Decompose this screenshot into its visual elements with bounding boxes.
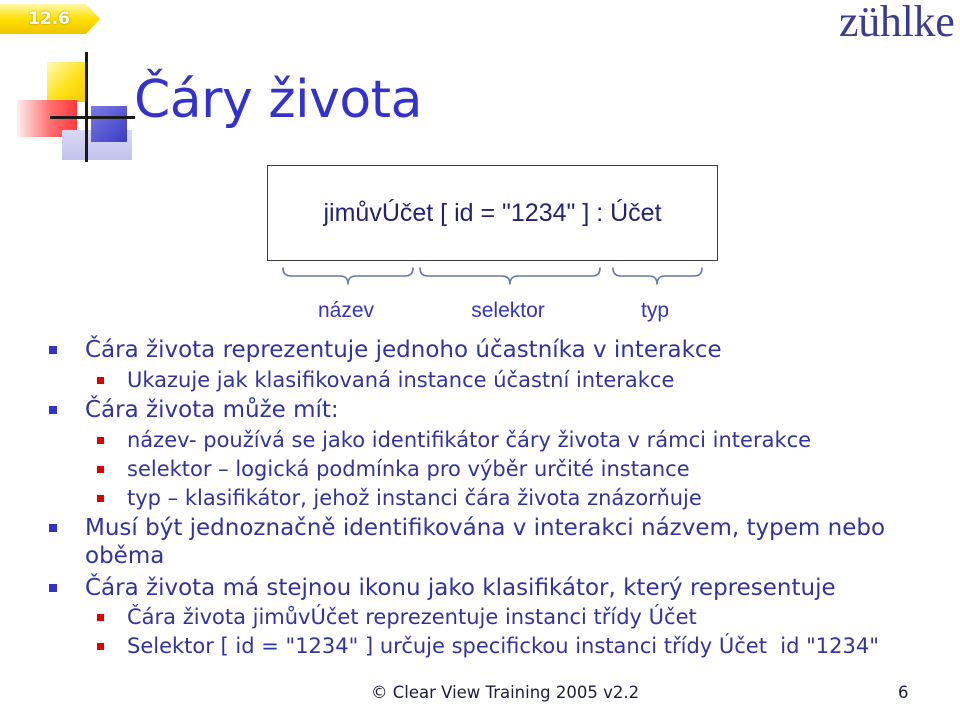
decor-yellow-square xyxy=(47,62,85,102)
decor-vertical-line xyxy=(85,52,88,162)
sub-bullet-text: selektor – logická podmínka pro výběr určité instance xyxy=(127,457,690,481)
sub-bullet-marker xyxy=(97,437,104,444)
sub-bullet-marker xyxy=(97,377,104,384)
sub-bullet-item xyxy=(127,366,947,394)
bullet-marker xyxy=(49,524,57,532)
company-logo: zühlke xyxy=(839,0,955,46)
brace-group xyxy=(278,264,708,288)
bullet-text: Čára života má stejnou ikonu jako klasifikátor, který representuje xyxy=(85,575,836,601)
sub-bullet-item xyxy=(127,455,947,483)
sub-bullet-marker xyxy=(97,495,104,502)
bullet-text: Musí být jednoznačně identifikována v interakci názvem, typem nebo oběma xyxy=(85,515,893,569)
part-label-type: typ xyxy=(640,299,669,322)
sub-bullet-text: Čára života jimůvÚčet reprezentuje instanci třídy Účet xyxy=(127,605,697,629)
bullet-item xyxy=(85,574,920,602)
brace-type xyxy=(613,268,702,284)
sub-bullet-marker xyxy=(97,643,104,650)
decor-horizontal-line xyxy=(50,116,135,119)
footer-copyright: © Clear View Training 2005 v2.2 xyxy=(371,683,640,702)
sub-bullet-item xyxy=(127,632,947,660)
sub-bullet-item xyxy=(127,484,947,512)
brace-selector xyxy=(420,268,600,284)
bullet-marker xyxy=(49,406,57,414)
sub-bullet-text: typ – klasifikátor, jehož instanci čára života znázorňuje xyxy=(127,486,702,510)
bullet-item xyxy=(85,396,920,424)
sub-bullet-item xyxy=(127,426,947,454)
bullet-marker xyxy=(49,584,57,592)
sub-bullet-text: Ukazuje jak klasifikovaná instance účastní interakce xyxy=(127,368,675,392)
lifeline-box xyxy=(267,165,718,261)
bullet-marker xyxy=(49,346,57,354)
sub-bullet-text: název- používá se jako identifikátor čáry života v rámci interakce xyxy=(127,428,812,452)
sub-bullet-text: Selektor [ id = "1234" ] určuje specifickou instanci třídy Účet id "1234" xyxy=(127,634,879,658)
part-label-name: název xyxy=(317,299,375,322)
sub-bullet-item xyxy=(127,603,947,631)
brace-name xyxy=(283,268,413,284)
bullet-text: Čára života může mít: xyxy=(85,397,339,423)
bullet-text: Čára života reprezentuje jednoho účastníka v interakce xyxy=(85,337,722,363)
section-number: 12.6 xyxy=(28,9,70,29)
slide-title: Čáry života xyxy=(134,70,422,130)
decor-blue-square xyxy=(91,106,127,142)
part-label-selector: selektor xyxy=(471,299,545,322)
bullet-item xyxy=(85,336,920,364)
lifeline-box-text: jimůvÚčet [ id = "1234" ] : Účet xyxy=(323,199,662,227)
bullet-item xyxy=(85,514,920,570)
sub-bullet-marker xyxy=(97,614,104,621)
page-number: 6 xyxy=(898,683,909,702)
sub-bullet-marker xyxy=(97,466,104,473)
